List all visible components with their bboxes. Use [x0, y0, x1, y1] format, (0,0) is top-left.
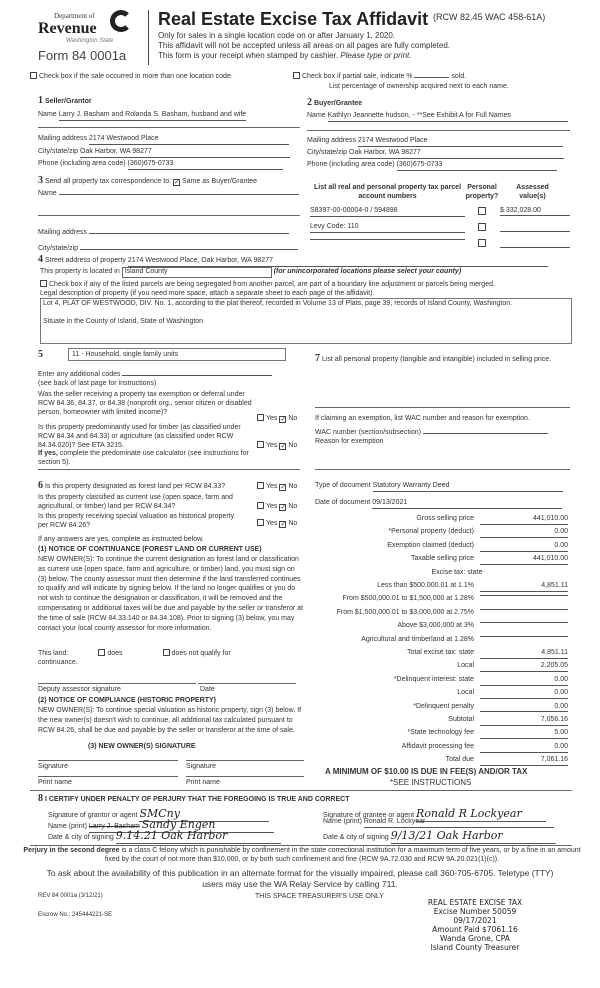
tax-label: Total excise tax: state	[407, 649, 474, 656]
q3-yes-no	[257, 482, 297, 492]
tax-label: From $1,500,000.01 to $3,000,000 at 2.75%	[336, 608, 474, 616]
minimum-notice: A MINIMUM OF $10.00 IS DUE IN FEE(S) AND/OR TAX	[325, 767, 528, 776]
label: continuance.	[38, 659, 78, 666]
header-note: Only for sales in a single location code on or after January 1, 2020.	[158, 31, 396, 40]
tax-label: Local	[457, 662, 474, 670]
segregated-check[interactable]: Check box if any of the listed parcels are being segregated from another parcel, are part of a boundary line adjustment or parcels being merged.	[40, 280, 495, 290]
label: Print name	[38, 779, 72, 786]
no-checkbox[interactable]: ✓	[280, 443, 287, 450]
divider	[30, 845, 572, 846]
yes-checkbox[interactable]	[257, 441, 264, 448]
tax-label: Affidavit processing fee	[401, 742, 474, 750]
partial-sale-check[interactable]	[293, 72, 466, 82]
tax-row	[307, 541, 570, 553]
no-label: No	[288, 503, 298, 510]
tax-value[interactable]: 5.00	[480, 729, 568, 739]
tax-label: *Delinquent interest: state	[393, 675, 474, 683]
parcel-header: List all real and personal property tax parcel account numbers	[313, 184, 462, 200]
tax-row	[307, 755, 570, 767]
legal-text: Lot 4, PLAT OF WESTWOOD, DIV. No. 1, according to the plat thereof, recorded in Volume 13 of Plats, page 39, records of Island County, Washington.	[43, 300, 513, 307]
no-checkbox[interactable]: ✓	[280, 504, 287, 511]
sec3-name-field[interactable]	[59, 194, 299, 195]
tax-label: Agricultural and timberland at 1.28%	[361, 635, 474, 643]
tax-row	[307, 742, 570, 754]
timber-question: Is this property predominantly used for timber (as classified under RCW 84.34 and 84.33) or agriculture (as classified under RCW 84.34.020)? See ETA 3215.	[38, 424, 241, 449]
personal-property-checkbox[interactable]	[478, 223, 486, 231]
sec3-heading: 3 Send all property tax correspondence to: ✓ Same as Buyer/Grantee	[38, 175, 258, 186]
wac-field[interactable]	[423, 433, 548, 434]
does-checkbox[interactable]	[98, 649, 105, 656]
seller-name-row	[38, 111, 246, 121]
logo-state: Washington State	[66, 38, 114, 44]
tax-label: Above $3,000,000 at 3%	[397, 622, 474, 630]
seller-city-field[interactable]: Oak Harbor, WA 98277	[80, 148, 290, 158]
divider	[30, 790, 572, 791]
tax-value[interactable]	[480, 595, 568, 596]
assessed-value-header: Assessed value(s)	[516, 184, 549, 200]
print-name-field[interactable]	[38, 776, 178, 777]
divider	[307, 130, 570, 131]
perjury-note: Perjury in the second degree is a class C felony which is punishable by confinement in the state correctional institution for a maximum term of five years, or by a fine in an amount fixed by the court of not more than $10,000, or by both such confinement and fine (RCW 9A.72.030 and RCW 9A.20.021(1)(c)).	[23, 847, 581, 863]
tax-row	[307, 608, 570, 620]
tax-row	[307, 661, 570, 673]
no-label: No	[288, 520, 298, 527]
sec5-number: 5	[38, 349, 43, 360]
rcw-reference: (RCW 82.45 WAC 458-61A)	[433, 12, 546, 22]
reason-field[interactable]	[315, 469, 570, 470]
yes-label: Yes	[266, 503, 278, 510]
tax-label: Subtotal	[448, 716, 474, 723]
yes-checkbox[interactable]	[257, 414, 264, 421]
print-name-field[interactable]	[186, 776, 304, 777]
exemption-question: Was the seller receiving a property tax exemption or deferral under RCW 84.36, 84.37, or 84.38 (nonprofit org., senior citizen or disabled person, homeowner with limited income)?	[38, 391, 252, 416]
tax-row	[307, 715, 570, 727]
tax-value[interactable]: 7,061.16	[480, 756, 568, 766]
grantee-date-row: Date & city of signing 9/13/21 Oak Harbor	[323, 829, 556, 844]
treasurer-use-label: THIS SPACE TREASURER'S USE ONLY	[255, 893, 384, 900]
assessed-value-field[interactable]: $ 332,028.00	[500, 207, 570, 216]
divider	[38, 469, 300, 470]
note: (see back of last page for instructions)	[38, 380, 157, 387]
tax-row	[307, 675, 570, 687]
grantor-date-row: Date & city of signing 9.14.21 Oak Harbor	[48, 829, 281, 844]
buyer-mail-field[interactable]: 2174 Westwood Place	[358, 137, 563, 147]
grantor-date-field[interactable]: 9.14.21 Oak Harbor	[116, 829, 281, 844]
current-use-question: Is this property classified as current use (open space, farm and agricultural, or timber) land per RCW 84.34?	[38, 494, 233, 510]
tax-label: Less than $500,000.01 at 1.1%	[377, 582, 474, 589]
use-code-select[interactable]: 11 - Household, single family units	[68, 348, 286, 361]
historic-question: Is this property receiving special valuation as historical property per RCW 84.26?	[38, 513, 235, 529]
tax-label: Excise tax: state	[431, 568, 483, 576]
additional-codes-row: Enter any additional codes	[38, 371, 272, 380]
tax-label: Total due	[445, 756, 474, 764]
additional-codes-field[interactable]	[122, 375, 272, 376]
buyer-city-field[interactable]: Oak Harbor, WA 98277	[349, 149, 564, 159]
checkbox[interactable]	[40, 280, 47, 287]
buyer-phone-field[interactable]: (360)675-0733	[397, 161, 557, 171]
property-address-field[interactable]: 2174 Westwood Place, Oak Harbor, WA 98277	[128, 257, 548, 267]
tax-row	[307, 514, 570, 526]
label: Signature	[186, 763, 216, 770]
notice-compliance-heading: (2) NOTICE OF COMPLIANCE (HISTORIC PROPERTY)	[38, 697, 216, 704]
tax-value[interactable]: 4,851.11	[480, 582, 568, 592]
tax-value[interactable]: 4,851.11	[480, 649, 568, 659]
tax-label: Exemption claimed (deduct)	[387, 541, 474, 549]
assessed-value-field[interactable]	[500, 223, 570, 232]
yes-checkbox[interactable]	[257, 482, 264, 489]
tax-label: Taxable selling price	[410, 555, 474, 563]
yes-label: Yes	[266, 415, 278, 422]
sec3-city-field[interactable]	[80, 249, 298, 250]
tax-row	[307, 554, 570, 566]
logo-dept: Department of	[54, 12, 95, 20]
yes-checkbox[interactable]	[257, 502, 264, 509]
tax-row	[307, 568, 570, 580]
tax-value[interactable]: 0.00	[480, 676, 568, 686]
tax-row	[307, 594, 570, 606]
label: Signature	[38, 763, 68, 770]
escrow-number: Escrow No.: 245444221-SE	[38, 912, 113, 918]
tax-value[interactable]: 2,205.05	[480, 662, 568, 672]
certify-heading: 8 I CERTIFY UNDER PENALTY OF PERJURY THAT THE FOREGOING IS TRUE AND CORRECT	[38, 793, 350, 804]
signature-field[interactable]	[38, 760, 178, 761]
sec7-text: 7 List all personal property (tangible and intangible) included in selling price.	[315, 353, 552, 364]
doc-type-field[interactable]: Statutory Warranty Deed	[373, 482, 563, 492]
q5-yes-no	[257, 519, 297, 529]
label: Check box if partial sale, indicate %	[302, 73, 413, 80]
legal-description-field[interactable]	[40, 298, 572, 344]
multi-location-check[interactable]	[30, 72, 233, 82]
parcel-number-field[interactable]	[310, 239, 465, 240]
new-owner-signature-heading: (3) NEW OWNER(S) SIGNATURE	[88, 743, 196, 750]
tax-value[interactable]: 0.00	[480, 542, 568, 552]
doc-date-row: Date of document 09/13/2021	[315, 499, 562, 509]
tax-label: *Delinquent penalty	[413, 702, 474, 710]
signature-field[interactable]	[186, 760, 304, 761]
seller-phone-field[interactable]: (360)675-0733	[128, 160, 283, 170]
tax-value[interactable]: 7,056.16	[480, 716, 568, 726]
tax-value[interactable]	[480, 622, 568, 623]
sec4-address-row: 4 Street address of property 2174 Westwood Place, Oak Harbor, WA 98277	[38, 254, 548, 267]
alt-format-note: To ask about the availability of this publication in an alternate format for the visually impaired, please call 360-705-6705. Teletype (TTY) users may use the WA Relay Service by calling 711.	[46, 868, 554, 889]
label: Deputy assessor signature	[38, 686, 121, 693]
seller-heading: 1 Seller/Grantor	[38, 95, 92, 106]
grantor-signature-row: Signature of grantor or agent SMCny	[48, 807, 269, 822]
q4-yes-no	[257, 502, 297, 512]
no-checkbox[interactable]: ✓	[280, 416, 287, 423]
personal-property-checkbox[interactable]	[478, 239, 486, 247]
label: Print name	[186, 779, 220, 786]
grantor-handwritten-name: Sandy Engen	[141, 818, 216, 831]
deputy-date-field[interactable]	[198, 683, 296, 684]
parcel-number-field[interactable]: S8397-00-00004-0 / 594898	[310, 207, 465, 217]
personal-property-checkbox[interactable]	[478, 207, 486, 215]
label: Date	[200, 686, 215, 693]
no-label: No	[288, 483, 298, 490]
grantee-date-field[interactable]: 9/13/21 Oak Harbor	[391, 829, 556, 844]
divider	[38, 127, 300, 128]
same-as-buyer-checkbox[interactable]: ✓	[173, 179, 180, 186]
doc-date-field[interactable]: 09/13/2021	[372, 499, 562, 509]
yes-label: Yes	[266, 520, 278, 527]
header-note: This affidavit will not be accepted unless all areas on all pages are fully completed.	[158, 41, 451, 50]
grantee-signature-row: Signature of grantee or agent Ronald R Lockyear	[323, 807, 546, 822]
header-divider	[148, 10, 149, 65]
tax-label: From $500,000.01 to $1,500,000 at 1.28%	[342, 595, 474, 603]
grantee-name-row: Name (print) Ronald R. Lockyear	[323, 818, 554, 828]
tax-label: Gross selling price	[416, 515, 474, 522]
no-label: No	[288, 442, 298, 449]
buyer-city-row: City/state/zip Oak Harbor, WA 98277	[307, 149, 564, 159]
note: If any answers are yes, complete as instructed below.	[38, 536, 204, 543]
label: Check box if the sale occurred in more than one location code.	[39, 73, 233, 80]
partial-note: List percentage of ownership acquired next to each name.	[329, 83, 509, 90]
doc-type-row: Type of document Statutory Warranty Deed	[315, 482, 563, 492]
tax-row	[307, 728, 570, 740]
county-select[interactable]: Island County	[122, 267, 272, 278]
form-number: Form 84 0001a	[38, 48, 127, 63]
reason-label: Reason for exemption	[315, 438, 384, 445]
sec3-mail-row: Mailing address	[38, 229, 289, 238]
tax-label: Local	[457, 689, 474, 697]
tax-row	[307, 581, 570, 593]
parcel-number-field[interactable]: Levy Code: 110	[310, 223, 465, 233]
divider	[38, 215, 300, 216]
seller-mail-field[interactable]: 2174 Westwood Place	[89, 135, 289, 145]
tax-value[interactable]: 441,010.00	[480, 555, 568, 565]
county-note: (for unincorporated locations please select your county)	[273, 268, 462, 275]
buyer-phone-row: Phone (including area code) (360)675-0733	[307, 161, 557, 171]
grantor-signature-field[interactable]: SMCny	[139, 807, 269, 822]
revenue-swirl-icon	[110, 10, 132, 32]
deputy-signature-field[interactable]	[38, 683, 196, 684]
legal-label: Legal description of property (if you need more space, attach a separate sheet to each page of the affidavit).	[40, 290, 375, 297]
tax-value[interactable]: 0.00	[480, 528, 568, 538]
grantor-name-field[interactable]: Larry J. Basham	[88, 823, 140, 830]
tax-value[interactable]: 0.00	[480, 703, 568, 713]
grantee-signature-field[interactable]: Ronald R Lockyear	[416, 807, 546, 822]
tax-row	[307, 527, 570, 539]
located-row: This property is located in Island County (for unincorporated locations please select your county)	[40, 267, 461, 278]
page-title: Real Estate Excise Tax Affidavit	[158, 9, 429, 29]
no-checkbox[interactable]: ✓	[280, 521, 287, 528]
buyer-mail-row: Mailing address 2174 Westwood Place	[307, 137, 563, 147]
seller-name-field[interactable]: Larry J. Basham and Rolanda S. Basham, husband and wife	[59, 111, 247, 121]
checkbox[interactable]	[293, 72, 300, 79]
notice-continuance-text: NEW OWNER(S): To continue the current designation as forest land or classification as current use (open space, farm and agriculture, or timber) land, you must sign on (3) below. The county assessor must then determine if the land transferred continues to qualify and will indicate by signing below. If the land no longer qualifies or you do not wish to continue the designation or classification, it will be removed and the compensating or additional taxes will be due and payable by the seller or transferor at the time of sale (RCW 84.33.140 or 84.34.108). Prior to signing (3) below, you may contact your local county assessor for more information.	[38, 556, 303, 632]
q1-yes-no	[257, 414, 297, 424]
tax-value[interactable]: 441,010.00	[480, 515, 568, 525]
tax-row	[307, 635, 570, 647]
sec3-mail-field[interactable]	[89, 233, 289, 234]
tax-label: *Personal property (deduct)	[388, 528, 474, 536]
tax-value[interactable]	[480, 609, 568, 610]
tax-value[interactable]: 0.00	[480, 743, 568, 753]
assessed-value-field[interactable]	[500, 239, 570, 248]
wac-row: WAC number (section/subsection)	[315, 429, 548, 438]
receipt-note: This form is your receipt when stamped by cashier.	[158, 51, 339, 60]
tax-label: *State technology fee	[407, 729, 474, 737]
logo-revenue: Revenue	[38, 20, 97, 37]
yes-checkbox[interactable]	[257, 519, 264, 526]
buyer-heading: 2 Buyer/Grantee	[307, 97, 363, 108]
grantee-name-field[interactable]: Ronald R. Lockyear	[364, 818, 554, 828]
seller-city-row: City/state/zip Oak Harbor, WA 98277	[38, 148, 290, 158]
type-print-note: Please type or print.	[340, 51, 412, 60]
see-instructions: *SEE INSTRUCTIONS	[390, 778, 472, 787]
seller-mail-row: Mailing address 2174 Westwood Place	[38, 135, 289, 145]
tax-row	[307, 688, 570, 700]
seller-phone-row: Phone (including area code) (360)675-0733	[38, 160, 283, 170]
tax-row	[307, 702, 570, 714]
yes-label: Yes	[266, 442, 278, 449]
tax-value[interactable]: 0.00	[480, 689, 568, 699]
personal-property-header: Personal property?	[465, 184, 499, 200]
sec3-name-row: Name	[38, 190, 299, 199]
personal-property-field[interactable]	[315, 407, 570, 408]
grantor-name-row: Name (print) Larry J. Basham Sandy Engen	[48, 818, 274, 833]
buyer-name-row: Name Kathlyn Jeannette hudson, - **See Exhibit A for Full Names	[307, 112, 568, 122]
revision: REV 84 0001a (3/12/21)	[38, 893, 103, 899]
does-not-checkbox[interactable]	[163, 649, 170, 656]
no-label: No	[288, 415, 298, 422]
checkbox[interactable]	[30, 72, 37, 79]
sec3-city-row: City/state/zip	[38, 245, 298, 254]
buyer-name-field[interactable]: Kathlyn Jeannette hudson, - **See Exhibit A for Full Names	[328, 112, 568, 122]
yes-label: Yes	[266, 483, 278, 490]
exemption-label: If claiming an exemption, list WAC number and reason for exemption.	[315, 415, 530, 422]
header-note	[158, 51, 411, 61]
notice-continuance-heading: (1) NOTICE OF CONTINUANCE (FOREST LAND OR CURRENT USE)	[38, 546, 262, 553]
forest-question: 6 Is this property designated as forest land per RCW 84.33?	[38, 480, 226, 491]
legal-text: Situate in the County of Island, State of Washington	[43, 317, 204, 325]
tax-value[interactable]	[480, 636, 568, 637]
this-land-row: This land: does does not qualify for	[38, 650, 231, 657]
label: Name	[38, 111, 57, 118]
label: sold.	[451, 73, 467, 80]
notice-compliance-text: NEW OWNER(S): To continue special valuation as historic property, sign (3) below. If the new owner(s) doesn't wish to continue, all additional tax calculated pursuant to RCW 84.26, shall be due and payable by the seller or transferor at the time of sale.	[38, 707, 302, 734]
partial-percent-field[interactable]	[414, 77, 449, 78]
ifyes-note: If yes, complete the predominate use calculator (see instructions for section 5).	[38, 450, 249, 466]
treasurer-stamp: REAL ESTATE EXCISE TAX Excise Number 50059 09/17/2021 Amount Paid $7061.16 Wanda Grone, CPA Island County Treasurer	[427, 898, 523, 952]
no-checkbox[interactable]: ✓	[280, 484, 287, 491]
tax-row	[307, 648, 570, 660]
tax-row	[307, 621, 570, 633]
